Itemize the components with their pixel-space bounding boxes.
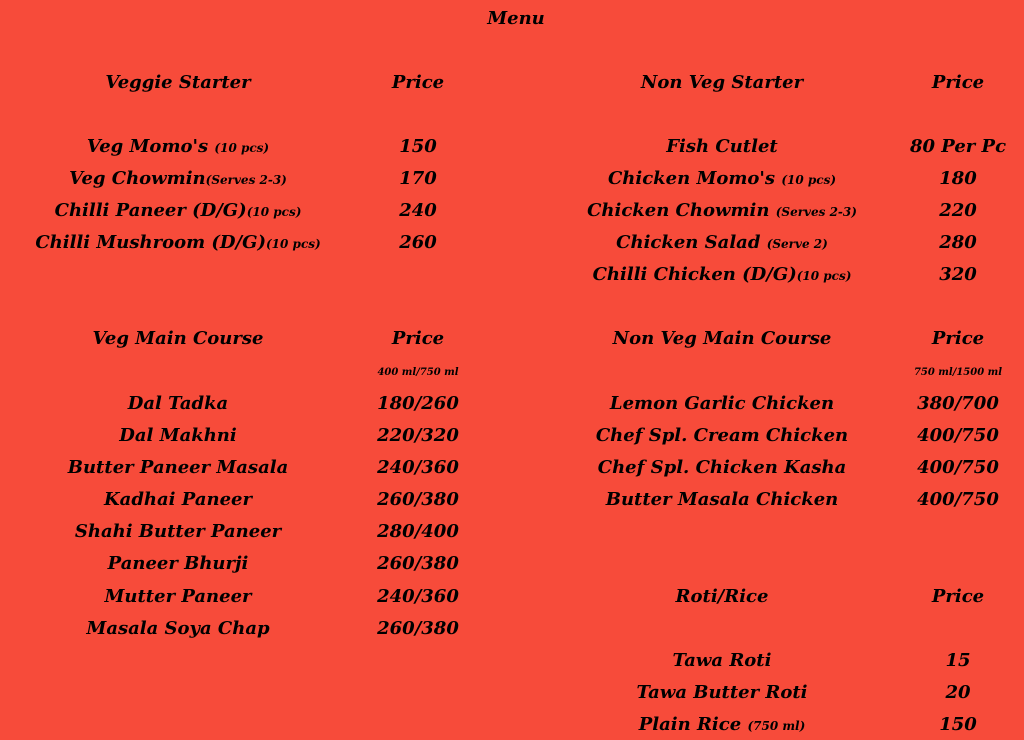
menu-item: Dal Makhni [119, 425, 237, 446]
menu-item: Chilli Mushroom (D/G)(10 pcs) [35, 232, 321, 253]
menu-item: Mutter Paneer [104, 586, 252, 607]
menu-item: Chicken Chowmin (Serves 2-3) [587, 200, 857, 221]
menu-item-price: 240 [399, 200, 437, 221]
menu-item: Kadhai Paneer [104, 489, 252, 510]
menu-item-price: 280/400 [377, 521, 459, 542]
menu-item-price: 320 [939, 264, 977, 285]
menu-item-price: 180/260 [377, 393, 459, 414]
menu-item-price: 260 [399, 232, 437, 253]
menu-title: Menu [487, 8, 545, 29]
menu-item: Tawa Butter Roti [636, 682, 808, 703]
menu-item-price: 20 [945, 682, 971, 703]
menu-item: Chilli Paneer (D/G)(10 pcs) [54, 200, 302, 221]
menu-item-price: 240/360 [377, 586, 459, 607]
menu-item-price: 400/750 [917, 457, 999, 478]
menu-item-price: 220/320 [377, 425, 459, 446]
nonveg-main-heading: Non Veg Main Course [612, 328, 832, 349]
menu-item-price: 180 [939, 168, 977, 189]
menu-item-price: 15 [945, 650, 971, 671]
roti-rice-heading: Roti/Rice [675, 586, 769, 607]
menu-item: Dal Tadka [127, 393, 229, 414]
menu-item: Masala Soya Chap [86, 618, 270, 639]
menu-item: Veg Chowmin(Serves 2-3) [69, 168, 287, 189]
menu-item: Chef Spl. Chicken Kasha [597, 457, 847, 478]
menu-item-price: 220 [939, 200, 977, 221]
roti-rice-price-heading: Price [931, 586, 985, 607]
menu-item-price: 380/700 [917, 393, 999, 414]
menu-item-price: 260/380 [377, 489, 459, 510]
menu-item: Tawa Roti [672, 650, 772, 671]
menu-item: Lemon Garlic Chicken [609, 393, 835, 414]
menu-item: Chilli Chicken (D/G)(10 pcs) [592, 264, 852, 285]
nonveg-main-price-heading: Price [931, 328, 985, 349]
veg-main-heading: Veg Main Course [92, 328, 264, 349]
nonveg-main-unit: 750 ml/1500 ml [913, 367, 1003, 378]
menu-item: Paneer Bhurji [107, 553, 249, 574]
nonveg-starter-price-heading: Price [931, 72, 985, 93]
veg-main-price-heading: Price [391, 328, 445, 349]
menu-item: Fish Cutlet [666, 136, 778, 157]
veg-starter-price-heading: Price [391, 72, 445, 93]
menu-item: Butter Masala Chicken [605, 489, 839, 510]
menu-item-price: 170 [399, 168, 437, 189]
menu-item-price: 400/750 [917, 425, 999, 446]
menu-item-price: 280 [939, 232, 977, 253]
menu-item-price: 150 [399, 136, 437, 157]
menu-item: Veg Momo's (10 pcs) [86, 136, 270, 157]
menu-item-price: 260/380 [377, 618, 459, 639]
menu-item-price: 150 [939, 714, 977, 735]
menu-item-price: 260/380 [377, 553, 459, 574]
nonveg-starter-heading: Non Veg Starter [640, 72, 804, 93]
veg-main-unit: 400 ml/750 ml [377, 367, 459, 378]
menu-item: Butter Paneer Masala [67, 457, 289, 478]
menu-item: Chicken Momo's (10 pcs) [607, 168, 837, 189]
menu-item-price: 80 Per Pc [909, 136, 1007, 157]
menu-item: Chicken Salad (Serve 2) [616, 232, 828, 253]
veg-starter-heading: Veggie Starter [105, 72, 251, 93]
menu-item: Shahi Butter Paneer [74, 521, 282, 542]
menu-item: Chef Spl. Cream Chicken [595, 425, 849, 446]
menu-item: Plain Rice (750 ml) [638, 714, 806, 735]
menu-item-price: 240/360 [377, 457, 459, 478]
menu-item-price: 400/750 [917, 489, 999, 510]
